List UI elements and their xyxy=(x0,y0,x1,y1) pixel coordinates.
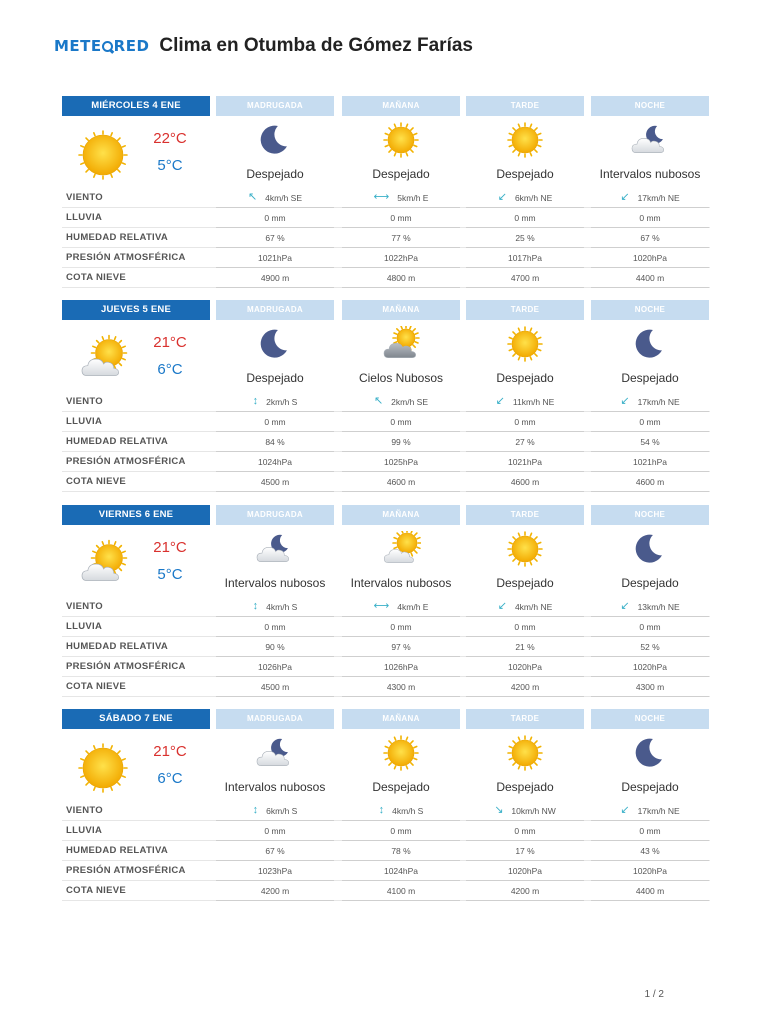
hum-value: 99 % xyxy=(342,432,460,451)
rain-value: 0 mm xyxy=(342,412,460,431)
pres-value: 1026hPa xyxy=(342,657,460,676)
wind-cell xyxy=(216,392,334,411)
moon-cloud-icon xyxy=(255,735,295,771)
row-wind xyxy=(62,392,710,412)
sun-cloud-icon xyxy=(78,334,128,384)
rain-value: 0 mm xyxy=(466,412,584,431)
moon-icon xyxy=(630,326,670,362)
snow-value: 4200 m xyxy=(216,881,334,900)
row-label: COTA NIEVE xyxy=(66,476,127,487)
row-label: COTA NIEVE xyxy=(66,272,127,283)
period-label: NOCHE xyxy=(591,709,709,729)
condition-text: Intervalos nubosos xyxy=(599,167,701,181)
pres-value: 1017hPa xyxy=(466,248,584,267)
wind-value: 13km/h NE xyxy=(637,601,680,612)
period-label: MAÑANA xyxy=(342,96,460,116)
wind-cell xyxy=(466,801,584,820)
pres-value: 1020hPa xyxy=(591,657,709,676)
wind-direction-icon: ↖ xyxy=(373,395,384,407)
row-label: HUMEDAD RELATIVA xyxy=(66,845,169,856)
rain-value: 0 mm xyxy=(342,821,460,840)
period-label: MAÑANA xyxy=(342,505,460,525)
snow-value: 4700 m xyxy=(466,268,584,287)
period-label: MADRUGADA xyxy=(216,300,334,320)
row-label: PRESIÓN ATMOSFÉRICA xyxy=(66,252,186,263)
row-pres xyxy=(62,657,710,677)
snow-value: 4600 m xyxy=(466,472,584,491)
hum-value: 25 % xyxy=(466,228,584,247)
hum-value: 54 % xyxy=(591,432,709,451)
min-temperature: 5°C xyxy=(157,157,183,174)
condition-text: Despejado xyxy=(621,780,679,794)
rain-value: 0 mm xyxy=(216,208,334,227)
wind-direction-icon: ↕ xyxy=(378,804,385,816)
pres-value: 1024hPa xyxy=(216,452,334,471)
row-label: VIENTO xyxy=(66,805,103,816)
row-label: PRESIÓN ATMOSFÉRICA xyxy=(66,661,186,672)
day-forecast xyxy=(62,300,710,496)
period-label: MADRUGADA xyxy=(216,96,334,116)
row-rain xyxy=(62,412,710,432)
wind-value: 2km/h S xyxy=(266,396,298,407)
sun-icon xyxy=(78,743,128,793)
day-forecast xyxy=(62,96,710,292)
rain-value: 0 mm xyxy=(591,821,709,840)
sun-cloud-icon xyxy=(78,539,128,589)
row-label: HUMEDAD RELATIVA xyxy=(66,436,169,447)
wind-cell xyxy=(466,188,584,207)
period-label: TARDE xyxy=(466,505,584,525)
row-wind xyxy=(62,801,710,821)
day-label: JUEVES 5 ENE xyxy=(62,300,210,320)
row-label: LLUVIA xyxy=(66,212,103,223)
wind-value: 4km/h SE xyxy=(265,192,303,203)
hum-value: 17 % xyxy=(466,841,584,860)
period-label: MADRUGADA xyxy=(216,709,334,729)
wind-cell xyxy=(591,597,709,616)
snow-value: 4200 m xyxy=(466,881,584,900)
rain-value: 0 mm xyxy=(466,821,584,840)
hum-value: 67 % xyxy=(216,228,334,247)
condition-text: Despejado xyxy=(246,371,304,385)
wind-direction-icon: ↘ xyxy=(494,804,504,816)
meteored-logo[interactable]: METE RED xyxy=(54,37,150,55)
row-pres xyxy=(62,248,710,268)
row-rain xyxy=(62,821,710,841)
wind-cell xyxy=(216,597,334,616)
wind-direction-icon: ⟷ xyxy=(373,600,390,612)
wind-direction-icon: ↕ xyxy=(252,600,259,612)
row-label: LLUVIA xyxy=(66,416,103,427)
snow-value: 4500 m xyxy=(216,472,334,491)
snow-value: 4300 m xyxy=(342,677,460,696)
wind-value: 17km/h NE xyxy=(637,192,680,203)
row-pres xyxy=(62,452,710,472)
period-label: TARDE xyxy=(466,709,584,729)
min-temperature: 5°C xyxy=(157,566,183,583)
sun-icon xyxy=(78,130,128,180)
wind-value: 4km/h NE xyxy=(514,601,553,612)
wind-value: 2km/h SE xyxy=(391,396,429,407)
hum-value: 67 % xyxy=(591,228,709,247)
rain-value: 0 mm xyxy=(216,617,334,636)
pres-value: 1020hPa xyxy=(591,248,709,267)
snow-value: 4300 m xyxy=(591,677,709,696)
rain-value: 0 mm xyxy=(216,821,334,840)
row-label: VIENTO xyxy=(66,396,103,407)
period-label: TARDE xyxy=(466,96,584,116)
condition-text: Despejado xyxy=(372,167,430,181)
wind-direction-icon: ↕ xyxy=(252,804,259,816)
pres-value: 1020hPa xyxy=(466,861,584,880)
day-label: MIÉRCOLES 4 ENE xyxy=(62,96,210,116)
period-label: NOCHE xyxy=(591,300,709,320)
rain-value: 0 mm xyxy=(466,208,584,227)
wind-direction-icon: ↙ xyxy=(495,395,505,407)
row-label: PRESIÓN ATMOSFÉRICA xyxy=(66,456,186,467)
wind-cell xyxy=(342,801,460,820)
period-label: MAÑANA xyxy=(342,300,460,320)
period-label: NOCHE xyxy=(591,96,709,116)
snow-value: 4400 m xyxy=(591,881,709,900)
wind-direction-icon: ↙ xyxy=(497,191,507,203)
sun-icon xyxy=(505,531,545,567)
condition-text: Intervalos nubosos xyxy=(224,576,326,590)
rain-value: 0 mm xyxy=(342,617,460,636)
rain-value: 0 mm xyxy=(591,617,709,636)
day-forecast xyxy=(62,505,710,701)
wind-value: 6km/h NE xyxy=(514,192,553,203)
wind-value: 4km/h E xyxy=(397,601,429,612)
snow-value: 4800 m xyxy=(342,268,460,287)
row-snow xyxy=(62,472,710,492)
hum-value: 77 % xyxy=(342,228,460,247)
snow-value: 4400 m xyxy=(591,268,709,287)
rain-value: 0 mm xyxy=(591,208,709,227)
max-temperature: 22°C xyxy=(153,130,187,147)
period-label: MAÑANA xyxy=(342,709,460,729)
wind-direction-icon: ↖ xyxy=(247,191,258,203)
wind-value: 17km/h NE xyxy=(637,396,680,407)
condition-text: Despejado xyxy=(621,371,679,385)
rain-value: 0 mm xyxy=(216,412,334,431)
snow-value: 4500 m xyxy=(216,677,334,696)
row-label: VIENTO xyxy=(66,601,103,612)
wind-cell xyxy=(342,392,460,411)
moon-icon xyxy=(630,531,670,567)
max-temperature: 21°C xyxy=(153,743,187,760)
pres-value: 1023hPa xyxy=(216,861,334,880)
hum-value: 52 % xyxy=(591,637,709,656)
sun-icon xyxy=(381,735,421,771)
sun-icon xyxy=(505,735,545,771)
row-label: COTA NIEVE xyxy=(66,885,127,896)
sun-grey-cloud-icon xyxy=(381,326,421,362)
pres-value: 1021hPa xyxy=(216,248,334,267)
max-temperature: 21°C xyxy=(153,539,187,556)
snow-value: 4200 m xyxy=(466,677,584,696)
condition-text: Despejado xyxy=(496,780,554,794)
day-label: VIERNES 6 ENE xyxy=(62,505,210,525)
page-header xyxy=(54,34,473,58)
hum-value: 84 % xyxy=(216,432,334,451)
wind-value: 17km/h NE xyxy=(637,805,680,816)
page-number: 1 / 2 xyxy=(644,989,664,1000)
wind-direction-icon: ↙ xyxy=(497,600,507,612)
wind-value: 11km/h NE xyxy=(512,396,555,407)
row-label: LLUVIA xyxy=(66,621,103,632)
period-label: NOCHE xyxy=(591,505,709,525)
hum-value: 78 % xyxy=(342,841,460,860)
wind-value: 5km/h E xyxy=(397,192,429,203)
hum-value: 67 % xyxy=(216,841,334,860)
pres-value: 1025hPa xyxy=(342,452,460,471)
day-label: SÁBADO 7 ENE xyxy=(62,709,210,729)
wind-cell xyxy=(342,597,460,616)
wind-cell xyxy=(216,188,334,207)
row-label: COTA NIEVE xyxy=(66,681,127,692)
rain-value: 0 mm xyxy=(466,617,584,636)
condition-text: Despejado xyxy=(621,576,679,590)
wind-cell xyxy=(342,188,460,207)
row-label: LLUVIA xyxy=(66,825,103,836)
condition-text: Despejado xyxy=(496,167,554,181)
wind-direction-icon: ↙ xyxy=(620,600,630,612)
row-wind xyxy=(62,597,710,617)
day-forecast xyxy=(62,709,710,905)
min-temperature: 6°C xyxy=(157,361,183,378)
row-hum xyxy=(62,228,710,248)
wind-value: 4km/h S xyxy=(392,805,424,816)
hum-value: 21 % xyxy=(466,637,584,656)
row-label: HUMEDAD RELATIVA xyxy=(66,641,169,652)
row-rain xyxy=(62,617,710,637)
condition-text: Cielos Nubosos xyxy=(358,371,444,385)
wind-value: 6km/h S xyxy=(266,805,298,816)
hum-value: 27 % xyxy=(466,432,584,451)
wind-direction-icon: ↙ xyxy=(620,804,630,816)
min-temperature: 6°C xyxy=(157,770,183,787)
row-snow xyxy=(62,881,710,901)
wind-cell xyxy=(591,392,709,411)
wind-value: 4km/h S xyxy=(266,601,298,612)
snow-value: 4900 m xyxy=(216,268,334,287)
page-title: Clima en Otumba de Gómez Farías xyxy=(159,35,473,56)
condition-text: Intervalos nubosos xyxy=(350,576,452,590)
row-rain xyxy=(62,208,710,228)
pres-value: 1020hPa xyxy=(591,861,709,880)
sun-icon xyxy=(505,326,545,362)
rain-value: 0 mm xyxy=(342,208,460,227)
row-label: HUMEDAD RELATIVA xyxy=(66,232,169,243)
hum-value: 90 % xyxy=(216,637,334,656)
row-hum xyxy=(62,432,710,452)
pres-value: 1021hPa xyxy=(466,452,584,471)
condition-text: Despejado xyxy=(496,371,554,385)
row-pres xyxy=(62,861,710,881)
wind-cell xyxy=(591,801,709,820)
row-hum xyxy=(62,637,710,657)
wind-direction-icon: ↕ xyxy=(252,395,259,407)
row-snow xyxy=(62,268,710,288)
sun-cloud-icon xyxy=(381,531,421,567)
period-label: MADRUGADA xyxy=(216,505,334,525)
moon-icon xyxy=(255,122,295,158)
rain-value: 0 mm xyxy=(591,412,709,431)
wind-cell xyxy=(466,597,584,616)
moon-icon xyxy=(255,326,295,362)
hum-value: 97 % xyxy=(342,637,460,656)
wind-cell xyxy=(591,188,709,207)
condition-text: Despejado xyxy=(496,576,554,590)
pres-value: 1022hPa xyxy=(342,248,460,267)
row-wind xyxy=(62,188,710,208)
row-hum xyxy=(62,841,710,861)
pres-value: 1020hPa xyxy=(466,657,584,676)
sun-icon xyxy=(381,122,421,158)
wind-direction-icon: ↙ xyxy=(620,191,630,203)
pres-value: 1021hPa xyxy=(591,452,709,471)
row-snow xyxy=(62,677,710,697)
wind-direction-icon: ⟷ xyxy=(373,191,390,203)
condition-text: Intervalos nubosos xyxy=(224,780,326,794)
snow-value: 4100 m xyxy=(342,881,460,900)
moon-cloud-icon xyxy=(630,122,670,158)
row-label: VIENTO xyxy=(66,192,103,203)
period-label: TARDE xyxy=(466,300,584,320)
snow-value: 4600 m xyxy=(591,472,709,491)
moon-cloud-icon xyxy=(255,531,295,567)
wind-cell xyxy=(466,392,584,411)
wind-value: 10km/h NW xyxy=(511,805,556,816)
row-label: PRESIÓN ATMOSFÉRICA xyxy=(66,865,186,876)
condition-text: Despejado xyxy=(372,780,430,794)
moon-icon xyxy=(630,735,670,771)
wind-direction-icon: ↙ xyxy=(620,395,630,407)
pres-value: 1026hPa xyxy=(216,657,334,676)
max-temperature: 21°C xyxy=(153,334,187,351)
hum-value: 43 % xyxy=(591,841,709,860)
condition-text: Despejado xyxy=(246,167,304,181)
wind-cell xyxy=(216,801,334,820)
snow-value: 4600 m xyxy=(342,472,460,491)
sun-icon xyxy=(505,122,545,158)
pres-value: 1024hPa xyxy=(342,861,460,880)
